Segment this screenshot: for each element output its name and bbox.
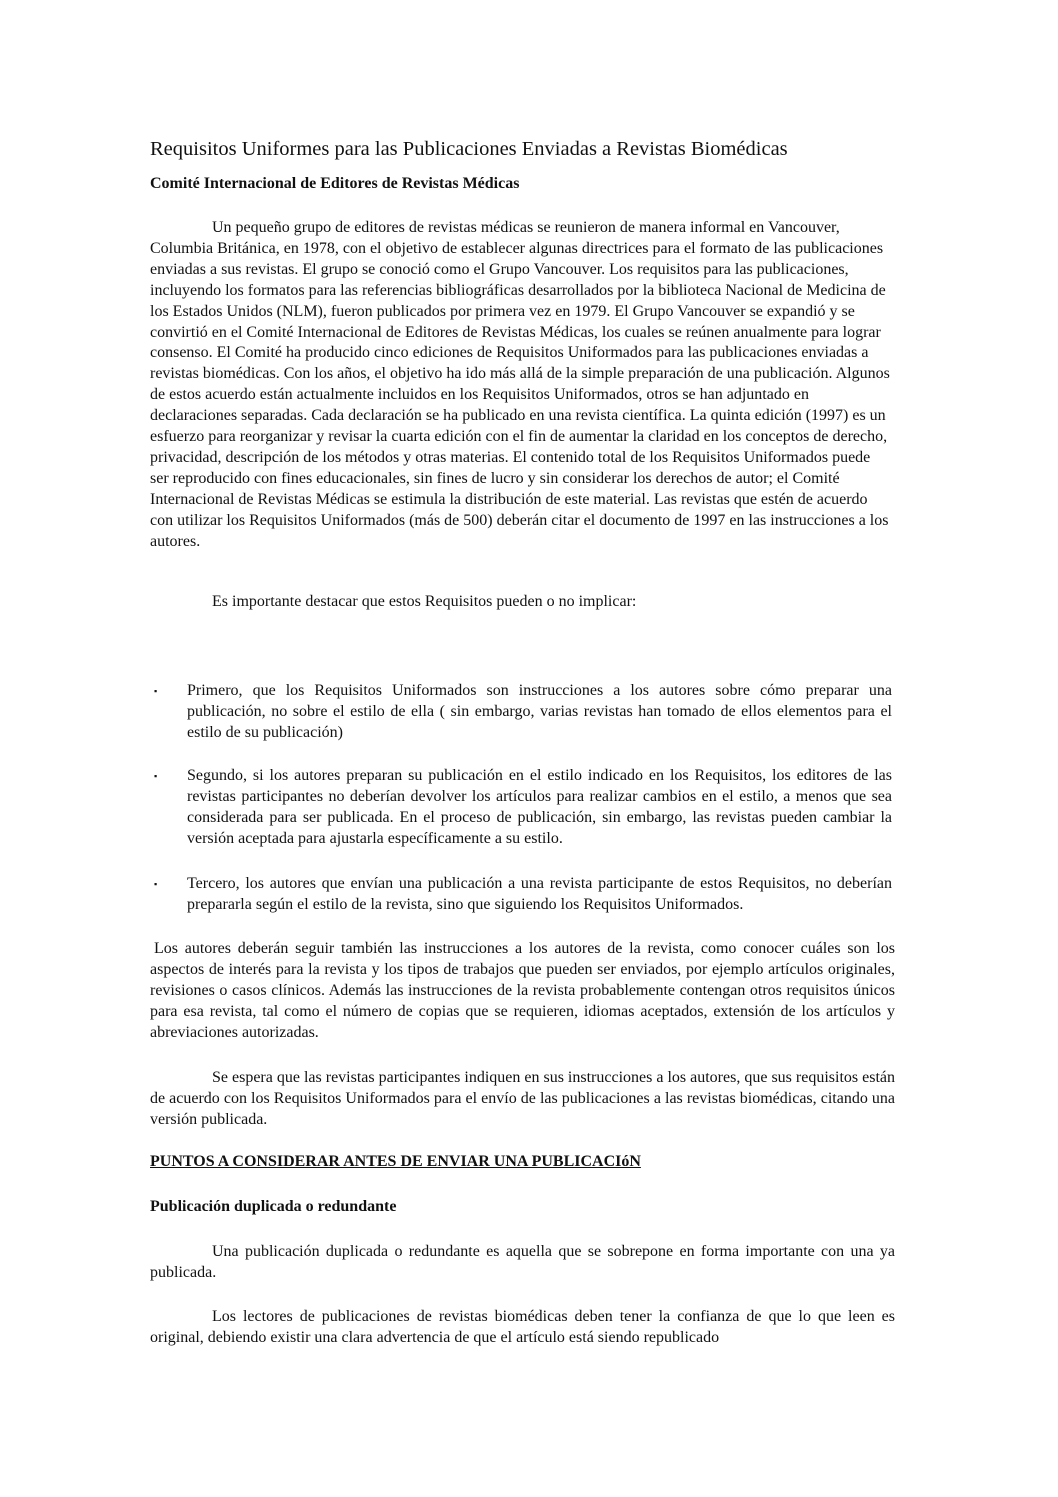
bullet-text: Segundo, si los autores preparan su publicación en el estilo indicado en los Requisitos, los editores de las revistas participantes no deberían devolver los artículos para realizar cambios en el estilo, a menos que sea considerada para ser publicada. En el proceso de publicación, sin embargo, las revistas pueden cambiar la versión aceptada para ajustarla específicamente a su estilo. xyxy=(187,767,892,847)
document-title: Requisitos Uniformes para las Publicaciones Enviadas a Revistas Biomédicas xyxy=(150,138,788,160)
sub-heading: Publicación duplicada o redundante xyxy=(150,1198,397,1215)
document-subtitle: Comité Internacional de Editores de Revistas Médicas xyxy=(150,175,520,192)
authors-paragraph: Los autores deberán seguir también las instrucciones a los autores de la revista, como conocer cuáles son los aspectos de interés para la revista y los tipos de trabajos que pueden ser enviados, por ejemplo artículos originales, revisiones o casos clínicos. Además las instrucciones de la revista probablemente contengan otros requisitos únicos para esa revista, tal como el número de copias que se requieren, idiomas aceptados, extensión de los artículos y abreviaciones autorizadas. xyxy=(150,940,895,1041)
bullet-item xyxy=(150,681,895,744)
bullet-icon: ▪ xyxy=(154,771,158,781)
bullet-text: Primero, que los Requisitos Uniformados son instrucciones a los autores sobre cómo preparar una publicación, no sobre el estilo de ella ( sin embargo, varias revistas han tomado de ellos elementos para el estilo de su publicación) xyxy=(187,682,892,741)
readers-paragraph: Los lectores de publicaciones de revistas biomédicas deben tener la confianza de que lo que leen es original, debiendo existir una clara advertencia de que el artículo está siendo republicado xyxy=(150,1308,895,1346)
expectation-paragraph: Se espera que las revistas participantes indiquen en sus instrucciones a los autores, que sus requisitos están de acuerdo con los Requisitos Uniformados para el envío de las publicaciones a las revistas biomédicas, citando una versión publicada. xyxy=(150,1069,895,1128)
section-heading: PUNTOS A CONSIDERAR ANTES DE ENVIAR UNA PUBLICACIóN xyxy=(150,1153,641,1170)
bullet-icon: ▪ xyxy=(154,686,158,696)
intro-paragraph: Un pequeño grupo de editores de revistas médicas se reunieron de manera informal en Vancouver, Columbia Británica, en 1978, con el objetivo de establecer algunas directrices para el formato de las publicaciones enviadas a sus revistas. El grupo se conoció como el Grupo Vancouver. Los requisitos para las publicaciones, incluyendo los formatos para las referencias bibliográficas desarrollados por la biblioteca Nacional de Medicina de los Estados Unidos (NLM), fueron publicados por primera vez en 1979. El Grupo Vancouver se expandió y se convirtió en el Comité Internacional de Editores de Revistas Médicas, los cuales se reúnen anualmente para lograr consenso. El Comité ha producido cinco ediciones de Requisitos Uniformados para las publicaciones enviadas a revistas biomédicas. Con los años, el objetivo ha ido más allá de la simple preparación de una publicación. Algunos de estos acuerdo están actualmente incluidos en los Requisitos Uniformados, otros se han adjuntado en declaraciones separadas. Cada declaración se ha publicado en una revista científica. La quinta edición (1997) es un esfuerzo para reorganizar y revisar la cuarta edición con el fin de aumentar la claridad en los conceptos de derecho, privacidad, descripción de los métodos y otras materias. El contenido total de los Requisitos Uniformados puede ser reproducido con fines educacionales, sin fines de lucro y sin considerar los derechos de autor; el Comité Internacional de Revistas Médicas se estimula la distribución de este material. Las revistas que estén de acuerdo con utilizar los Requisitos Uniformados (más de 500) deberán citar el documento de 1997 en las instrucciones a los autores. xyxy=(150,219,890,550)
bullet-icon: ▪ xyxy=(154,879,158,889)
bullet-item xyxy=(150,874,895,916)
duplicate-paragraph: Una publicación duplicada o redundante es aquella que se sobrepone en forma importante con una ya publicada. xyxy=(150,1243,895,1281)
important-note: Es importante destacar que estos Requisitos pueden o no implicar: xyxy=(212,593,637,610)
bullet-text: Tercero, los autores que envían una publicación a una revista participante de estos Requisitos, no deberían prepararla según el estilo de la revista, sino que siguiendo los Requisitos Uniformados. xyxy=(187,875,892,913)
bullet-item xyxy=(150,766,895,850)
